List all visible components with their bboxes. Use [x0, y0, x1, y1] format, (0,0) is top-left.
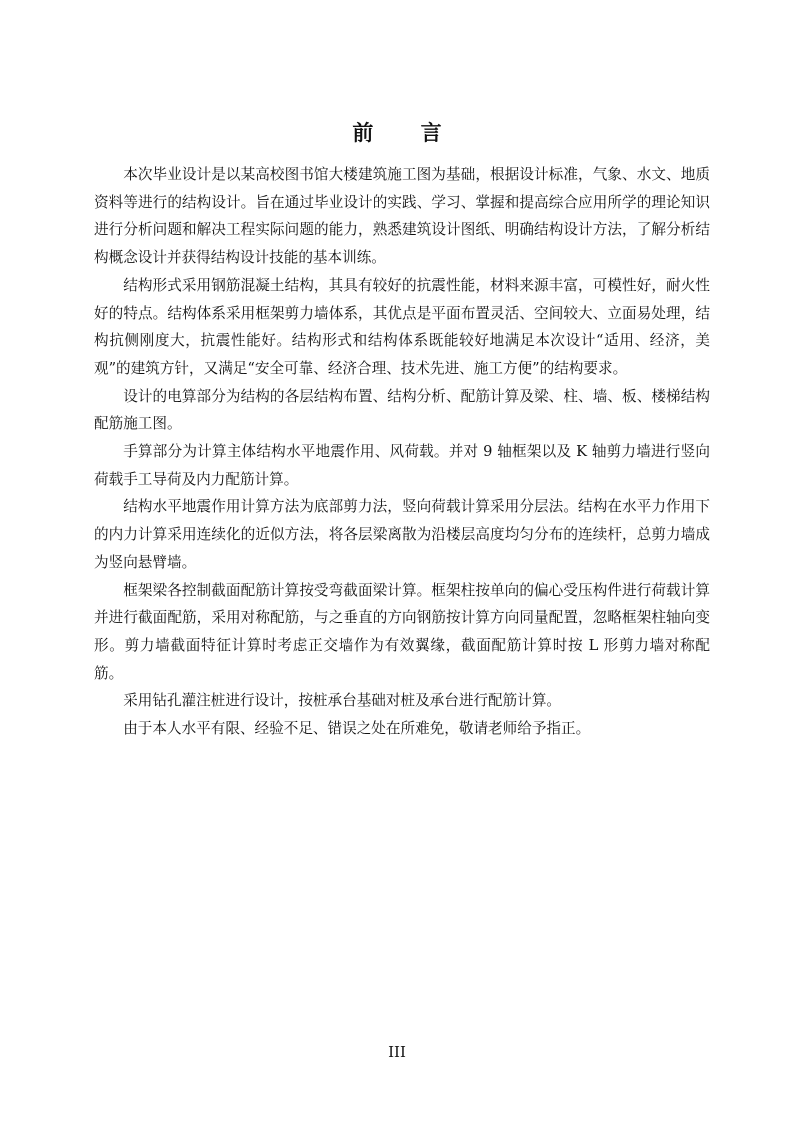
paragraph-4: 手算部分为计算主体结构水平地震作用、风荷载。并对 9 轴框架以及 K 轴剪力墙进行竖向荷载手工导荷及内力配筋计算。 [94, 443, 710, 488]
paragraph-3: 设计的电算部分为结构的各层结构布置、结构分析、配筋计算及梁、柱、墙、板、楼梯结构配筋施工图。 [94, 387, 710, 433]
paragraph-1: 本次毕业设计是以某高校图书馆大楼建筑施工图为基础，根据设计标准，气象、水文、地质资料等进行的结构设计。旨在通过毕业设计的实践、学习、掌握和提高综合应用所学的理论知识进行分析问题和解决工程实际问题的能力，熟悉建筑设计图纸、明确结构设计方法，了解分析结构概念设计并获得结构设计技能的基本训练。 [94, 166, 710, 267]
paragraph-8: 由于本人水平有限、经验不足、错误之处在所难免，敬请老师给予指正。 [123, 720, 591, 738]
preface-body [94, 161, 710, 743]
paragraph-2: 结构形式采用钢筋混凝土结构，其具有较好的抗震性能，材料来源丰富，可模性好，耐火性好的特点。结构体系采用框架剪力墙体系，其优点是平面布置灵活、空间较大、立面易处理，结构抗侧刚度大，抗震性能好。结构形式和结构体系既能较好地满足本次设计“适用、经济，美观”的建筑方针，又满足“安全可靠、经济合理、技术先进、施工方便”的结构要求。 [94, 276, 710, 377]
page-title: 前 言 [352, 120, 462, 145]
paragraph-7: 采用钻孔灌注桩进行设计，按桩承台基础对桩及承台进行配筋计算。 [123, 692, 562, 710]
paragraph-5: 结构水平地震作用计算方法为底部剪力法，竖向荷载计算采用分层法。结构在水平力作用下的内力计算采用连续化的近似方法，将各层梁离散为沿楼层高度均匀分布的连续杆，总剪力墙成为竖向悬臂墙。 [94, 498, 710, 571]
paragraph-6: 框架梁各控制截面配筋计算按受弯截面梁计算。框架柱按单向的偏心受压构件进行荷载计算并进行截面配筋，采用对称配筋，与之垂直的方向钢筋按计算方向同量配置，忽略框架柱轴向变形。剪力墙截面特征计算时考虑正交墙作为有效翼缘，截面配筋计算时按 L 形剪力墙对称配筋。 [94, 581, 710, 682]
page-number: III [388, 1043, 406, 1061]
